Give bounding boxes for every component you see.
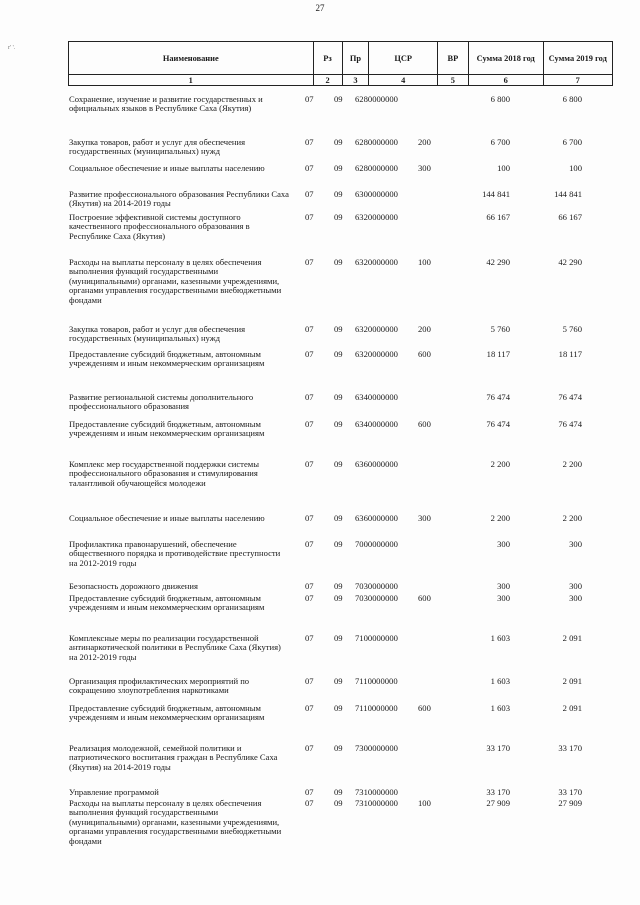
cell-vr: 100 — [418, 257, 431, 267]
cell-s18: 27 909 — [486, 798, 510, 808]
cell-name: Развитие профессионального образования Республики Саха (Якутия) на 2014-2019 годы — [69, 189, 289, 209]
cell-s18: 42 290 — [486, 257, 510, 267]
header-number-4: 4 — [369, 75, 437, 86]
cell-csr: 7000000000 — [355, 539, 398, 549]
cell-name: Социальное обеспечение и иные выплаты населению — [69, 163, 265, 173]
cell-s19: 76 474 — [558, 419, 582, 429]
cell-rz: 07 — [305, 419, 314, 429]
cell-s19: 27 909 — [558, 798, 582, 808]
header-number-7: 7 — [543, 75, 612, 86]
cell-name: Реализация молодежной, семейной политики и патриотического воспитания граждан в Республике Саха (Якутия) на 2014-2019 годы — [69, 743, 278, 772]
cell-rz: 07 — [305, 676, 314, 686]
cell-name: Расходы на выплаты персоналу в целях обеспечения выполнения функций государственными (муниципальными) органами, казенными учреждениями, органами управления государственными внебюджетными фондами — [69, 257, 282, 305]
cell-s19: 33 170 — [558, 787, 582, 797]
cell-name: Предоставление субсидий бюджетным, автономным учреждениям и иным некоммерческим организациям — [69, 703, 265, 723]
cell-pr: 09 — [334, 459, 343, 469]
cell-name: Комплекс мер государственной поддержки системы профессионального образования и стимулирования талантливой обучающейся молодежи — [69, 459, 259, 488]
cell-csr: 6360000000 — [355, 513, 398, 523]
header-pr: Пр — [342, 42, 369, 75]
header-number-6: 6 — [468, 75, 543, 86]
cell-rz: 07 — [305, 513, 314, 523]
cell-pr: 09 — [334, 349, 343, 359]
header-number-5: 5 — [437, 75, 468, 86]
cell-name: Развитие региональной системы дополнительного профессионального образования — [69, 392, 254, 412]
cell-s18: 33 170 — [486, 743, 510, 753]
cell-csr: 6320000000 — [355, 349, 398, 359]
cell-rz: 07 — [305, 189, 314, 199]
cell-csr: 7030000000 — [355, 581, 398, 591]
cell-name: Предоставление субсидий бюджетным, автономным учреждениям и иным некоммерческим организациям — [69, 349, 265, 369]
cell-csr: 6320000000 — [355, 212, 398, 222]
page-number: 27 — [315, 3, 325, 13]
header-vr: ВР — [437, 42, 468, 75]
cell-pr: 09 — [334, 392, 343, 402]
cell-s18: 33 170 — [486, 787, 510, 797]
cell-csr: 7310000000 — [355, 787, 398, 797]
cell-s18: 66 167 — [486, 212, 510, 222]
cell-vr: 600 — [418, 349, 431, 359]
cell-csr: 6340000000 — [355, 419, 398, 429]
cell-pr: 09 — [334, 743, 343, 753]
cell-rz: 07 — [305, 743, 314, 753]
cell-s19: 6 700 — [562, 137, 582, 147]
cell-s19: 100 — [569, 163, 582, 173]
cell-s18: 300 — [497, 539, 510, 549]
cell-csr: 6360000000 — [355, 459, 398, 469]
cell-csr: 6320000000 — [355, 257, 398, 267]
cell-rz: 07 — [305, 539, 314, 549]
cell-pr: 09 — [334, 798, 343, 808]
cell-s18: 1 603 — [490, 633, 510, 643]
cell-s19: 2 200 — [562, 459, 582, 469]
cell-name: Закупка товаров, работ и услуг для обеспечения государственных (муниципальных) нужд — [69, 137, 246, 157]
cell-s19: 2 091 — [562, 676, 582, 686]
cell-s18: 2 200 — [490, 513, 510, 523]
cell-csr: 6280000000 — [355, 137, 398, 147]
cell-pr: 09 — [334, 163, 343, 173]
cell-s18: 76 474 — [486, 419, 510, 429]
cell-vr: 600 — [418, 593, 431, 603]
cell-s18: 18 117 — [486, 349, 510, 359]
cell-s18: 6 800 — [490, 94, 510, 104]
cell-s18: 100 — [497, 163, 510, 173]
header-number-1: 1 — [69, 75, 314, 86]
cell-rz: 07 — [305, 798, 314, 808]
cell-csr: 6320000000 — [355, 324, 398, 334]
cell-name: Построение эффективной системы доступного качественного профессионального образования в Республике Саха (Якутия) — [69, 212, 250, 241]
scan-mark: r' '. — [8, 45, 16, 51]
cell-s18: 144 841 — [482, 189, 510, 199]
cell-pr: 09 — [334, 94, 343, 104]
cell-pr: 09 — [334, 676, 343, 686]
cell-name: Предоставление субсидий бюджетным, автономным учреждениям и иным некоммерческим организациям — [69, 419, 265, 439]
cell-rz: 07 — [305, 392, 314, 402]
table-header — [68, 41, 613, 86]
cell-csr: 7110000000 — [355, 703, 398, 713]
cell-name: Организация профилактических мероприятий по сокращению злоупотребления наркотиками — [69, 676, 250, 696]
cell-rz: 07 — [305, 324, 314, 334]
cell-s19: 76 474 — [558, 392, 582, 402]
cell-s19: 300 — [569, 593, 582, 603]
cell-pr: 09 — [334, 137, 343, 147]
cell-s19: 66 167 — [558, 212, 582, 222]
cell-s18: 6 700 — [490, 137, 510, 147]
cell-name: Профилактика правонарушений, обеспечение общественного порядка и противодействие преступности на 2012-2019 годы — [69, 539, 281, 568]
cell-rz: 07 — [305, 349, 314, 359]
cell-s18: 2 200 — [490, 459, 510, 469]
cell-pr: 09 — [334, 189, 343, 199]
cell-pr: 09 — [334, 539, 343, 549]
cell-s19: 6 800 — [562, 94, 582, 104]
cell-pr: 09 — [334, 257, 343, 267]
cell-rz: 07 — [305, 593, 314, 603]
cell-s19: 2 200 — [562, 513, 582, 523]
cell-vr: 600 — [418, 419, 431, 429]
cell-vr: 200 — [418, 137, 431, 147]
cell-name: Безопасность дорожного движения — [69, 581, 198, 591]
cell-vr: 600 — [418, 703, 431, 713]
cell-s18: 1 603 — [490, 703, 510, 713]
cell-s19: 144 841 — [554, 189, 582, 199]
cell-csr: 7310000000 — [355, 798, 398, 808]
cell-s19: 18 117 — [558, 349, 582, 359]
header-rz: Рз — [313, 42, 342, 75]
cell-vr: 300 — [418, 513, 431, 523]
cell-s19: 300 — [569, 539, 582, 549]
cell-s18: 1 603 — [490, 676, 510, 686]
cell-name: Расходы на выплаты персоналу в целях обеспечения выполнения функций государственными (муниципальными) органами, казенными учреждениями, органами управления государственными внебюджетными фондами — [69, 798, 282, 846]
cell-csr: 6280000000 — [355, 94, 398, 104]
cell-rz: 07 — [305, 257, 314, 267]
cell-pr: 09 — [334, 593, 343, 603]
cell-s19: 5 760 — [562, 324, 582, 334]
cell-csr: 7300000000 — [355, 743, 398, 753]
cell-rz: 07 — [305, 787, 314, 797]
cell-csr: 7100000000 — [355, 633, 398, 643]
cell-vr: 200 — [418, 324, 431, 334]
cell-s18: 300 — [497, 581, 510, 591]
cell-name: Сохранение, изучение и развитие государственных и официальных языков в Республике Саха (Якутия) — [69, 94, 263, 114]
header-csr: ЦСР — [369, 42, 437, 75]
cell-name: Предоставление субсидий бюджетным, автономным учреждениям и иным некоммерческим организациям — [69, 593, 265, 613]
cell-rz: 07 — [305, 581, 314, 591]
cell-rz: 07 — [305, 212, 314, 222]
cell-rz: 07 — [305, 633, 314, 643]
cell-pr: 09 — [334, 419, 343, 429]
cell-pr: 09 — [334, 633, 343, 643]
cell-s18: 300 — [497, 593, 510, 603]
cell-vr: 300 — [418, 163, 431, 173]
cell-csr: 6340000000 — [355, 392, 398, 402]
cell-pr: 09 — [334, 513, 343, 523]
cell-pr: 09 — [334, 324, 343, 334]
cell-pr: 09 — [334, 787, 343, 797]
cell-pr: 09 — [334, 581, 343, 591]
cell-vr: 100 — [418, 798, 431, 808]
cell-rz: 07 — [305, 137, 314, 147]
cell-name: Комплексные меры по реализации государственной антинаркотической политики в Республике Саха (Якутия) на 2012-2019 годы — [69, 633, 281, 662]
cell-s18: 76 474 — [486, 392, 510, 402]
cell-s19: 2 091 — [562, 633, 582, 643]
cell-rz: 07 — [305, 459, 314, 469]
cell-csr: 7110000000 — [355, 676, 398, 686]
cell-name: Управление программой — [69, 787, 159, 797]
cell-s19: 300 — [569, 581, 582, 591]
header-name: Наименование — [69, 42, 314, 75]
cell-s19: 2 091 — [562, 703, 582, 713]
cell-rz: 07 — [305, 703, 314, 713]
cell-s18: 5 760 — [490, 324, 510, 334]
cell-s19: 33 170 — [558, 743, 582, 753]
cell-name: Закупка товаров, работ и услуг для обеспечения государственных (муниципальных) нужд — [69, 324, 246, 344]
header-sum-2019: Сумма 2019 год — [543, 42, 612, 75]
cell-rz: 07 — [305, 94, 314, 104]
header-sum-2018: Сумма 2018 год — [468, 42, 543, 75]
cell-rz: 07 — [305, 163, 314, 173]
cell-csr: 6300000000 — [355, 189, 398, 199]
cell-s19: 42 290 — [558, 257, 582, 267]
header-number-3: 3 — [342, 75, 369, 86]
cell-csr: 6280000000 — [355, 163, 398, 173]
cell-pr: 09 — [334, 212, 343, 222]
cell-csr: 7030000000 — [355, 593, 398, 603]
cell-name: Социальное обеспечение и иные выплаты населению — [69, 513, 265, 523]
header-number-2: 2 — [313, 75, 342, 86]
cell-pr: 09 — [334, 703, 343, 713]
